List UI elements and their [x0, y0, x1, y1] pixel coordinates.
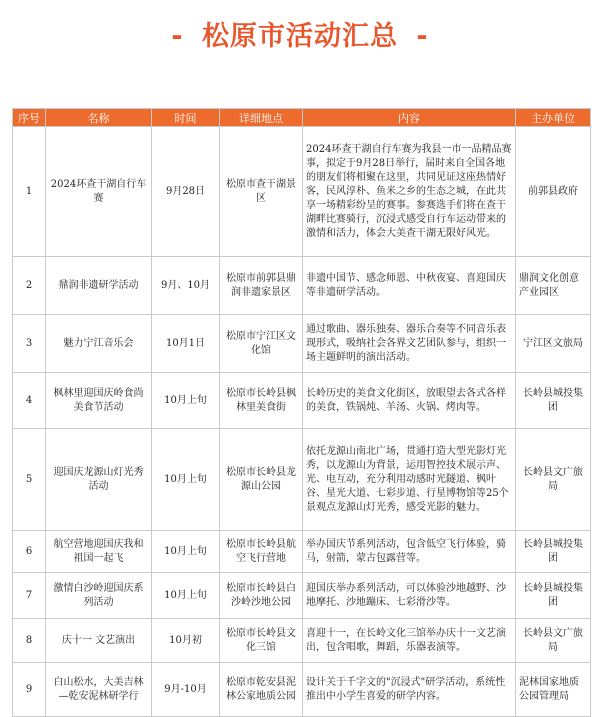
cell-org: 泥林国家地质公园管理局 — [516, 663, 591, 717]
activity-table — [12, 108, 591, 717]
cell-place: 松原市前郭县鼎润非遗家景区 — [220, 257, 303, 315]
cell-no: 6 — [13, 531, 46, 573]
table-row — [13, 429, 591, 531]
cell-name: 魅力宁江音乐会 — [46, 315, 152, 373]
title-dash-left: - — [171, 21, 184, 52]
cell-time: 10月上旬 — [152, 531, 220, 573]
cell-no: 7 — [13, 573, 46, 619]
header-no: 序号 — [13, 109, 46, 127]
table-row — [13, 257, 591, 315]
header-name: 名称 — [46, 109, 152, 127]
cell-name: 庆十一 文艺演出 — [46, 619, 152, 663]
cell-no: 1 — [13, 127, 46, 257]
cell-content: 设计关于千字文的"沉浸式"研学活动，系统性推出中小学生喜爱的研学内容。 — [303, 663, 516, 717]
cell-content: 举办国庆节系列活动，包含低空飞行体验，骑马，射箭，蒙古包露营等。 — [303, 531, 516, 573]
table-row — [13, 127, 591, 257]
cell-name: 2024环查干湖自行车赛 — [46, 127, 152, 257]
table-row — [13, 315, 591, 373]
table-row — [13, 573, 591, 619]
cell-no: 2 — [13, 257, 46, 315]
cell-content: 迎国庆举办系列活动，可以体验沙地越野、沙地摩托、沙地蹦床、七彩滑沙等。 — [303, 573, 516, 619]
cell-content: 依托龙源山南北广场，贯通打造大型光影灯光秀，以龙源山为背景，运用智控技术展示声、光、电互动，充分利用动感时光隧道、枫叶谷、星光大道、七彩步道、行星博物馆等25个景观点龙源山灯光秀，感受光影的魅力。 — [303, 429, 516, 531]
cell-place: 松原市长岭县航空飞行营地 — [220, 531, 303, 573]
cell-org: 宁江区文旅局 — [516, 315, 591, 373]
cell-name: 白山松水，大美吉林—乾安泥林研学行 — [46, 663, 152, 717]
cell-content: 长岭历史的美食文化街区，放眼望去各式各样的美食，铁锅炖、羊汤、火锅、烤肉等。 — [303, 373, 516, 429]
header-org: 主办单位 — [516, 109, 591, 127]
cell-org: 长岭县文广旅局 — [516, 429, 591, 531]
cell-content: 2024环查干湖自行车赛为我县一市一品精品赛事，拟定于9月28日举行，届时来自全国各地的朋友们将相聚在这里，共同见证这座热情好客，民风淳朴、鱼米之乡的生态之城，在此共享一场精彩纷呈的赛事。参赛选手们将在查干湖畔比赛骑行，沉浸式感受自行车运动带来的激情和活力，体会大美查干湖无限好风光。 — [303, 127, 516, 257]
table-row — [13, 531, 591, 573]
cell-org: 前郭县政府 — [516, 127, 591, 257]
cell-place: 松原市长岭县枫林里美食街 — [220, 373, 303, 429]
cell-no: 9 — [13, 663, 46, 717]
cell-name: 航空营地迎国庆我和祖国一起飞 — [46, 531, 152, 573]
table-row — [13, 663, 591, 717]
cell-time: 10月上旬 — [152, 429, 220, 531]
cell-org: 鼎润文化创意产业园区 — [516, 257, 591, 315]
cell-org: 长岭县文广旅局 — [516, 619, 591, 663]
cell-org: 长岭县城投集团 — [516, 573, 591, 619]
cell-no: 5 — [13, 429, 46, 531]
cell-content: 通过歌曲、器乐独奏、器乐合奏等不同音乐表现形式，吸纳社会各界文艺团队参与，组织一场主题鲜明的演出活动。 — [303, 315, 516, 373]
page-title — [0, 14, 600, 53]
header-time: 时间 — [152, 109, 220, 127]
header-place: 详细地点 — [220, 109, 303, 127]
cell-org: 长岭县城投集团 — [516, 531, 591, 573]
cell-place: 松原市查干湖景区 — [220, 127, 303, 257]
cell-time: 10月初 — [152, 619, 220, 663]
cell-name: 迎国庆龙源山灯光秀活动 — [46, 429, 152, 531]
table-row — [13, 619, 591, 663]
cell-place: 松原市长岭县龙源山公园 — [220, 429, 303, 531]
cell-time: 9月、10月 — [152, 257, 220, 315]
table-header-row — [13, 109, 591, 127]
cell-name: 枫林里迎国庆岭食尚美食节活动 — [46, 373, 152, 429]
title-text: 松原市活动汇总 — [202, 21, 398, 52]
cell-content: 非遗中国节、感念师恩、中秋夜宴、喜迎国庆等非遗研学活动。 — [303, 257, 516, 315]
cell-time: 9月-10月 — [152, 663, 220, 717]
cell-place: 松原市长岭县文化三馆 — [220, 619, 303, 663]
cell-org: 长岭县城投集团 — [516, 373, 591, 429]
cell-no: 8 — [13, 619, 46, 663]
cell-time: 10月上旬 — [152, 373, 220, 429]
cell-time: 9月28日 — [152, 127, 220, 257]
title-dash-right: - — [416, 21, 429, 52]
table-row — [13, 373, 591, 429]
cell-place: 松原市乾安县泥林公家地质公园 — [220, 663, 303, 717]
cell-no: 3 — [13, 315, 46, 373]
cell-place: 松原市长岭县白沙岭沙地公园 — [220, 573, 303, 619]
cell-no: 4 — [13, 373, 46, 429]
header-content: 内容 — [303, 109, 516, 127]
cell-time: 10月上旬 — [152, 573, 220, 619]
cell-time: 10月1日 — [152, 315, 220, 373]
cell-place: 松原市宁江区文化馆 — [220, 315, 303, 373]
cell-name: 激情白沙岭迎国庆系列活动 — [46, 573, 152, 619]
cell-content: 喜迎十一，在长岭文化三馆举办庆十一文艺演出，包含唱歌，舞蹈，乐器表演等。 — [303, 619, 516, 663]
cell-name: 鼎润非遗研学活动 — [46, 257, 152, 315]
